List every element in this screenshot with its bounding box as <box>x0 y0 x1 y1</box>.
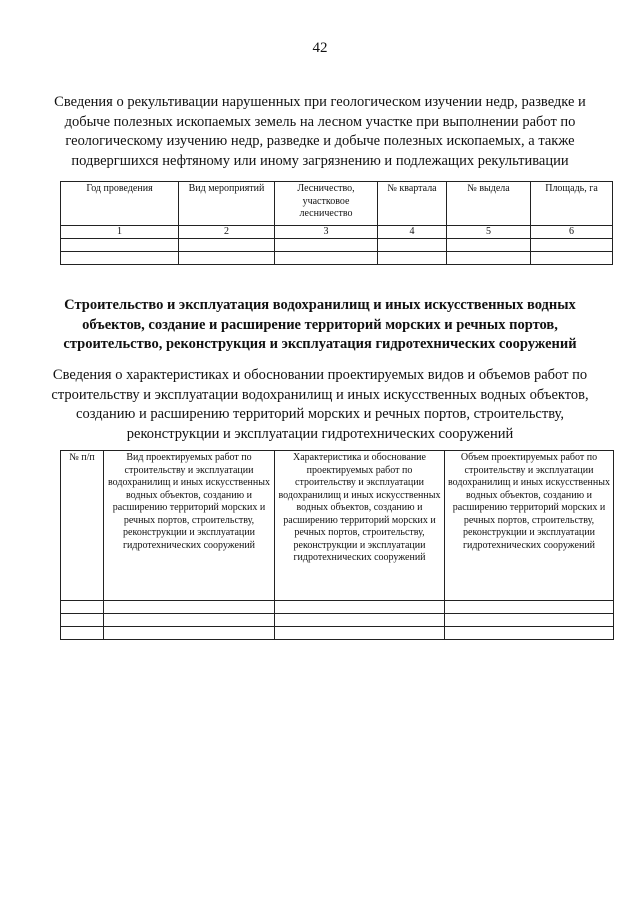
table-cell <box>445 614 614 627</box>
table-header-row <box>61 182 613 226</box>
table-cell <box>104 601 275 614</box>
table-cell <box>531 239 613 252</box>
table-cell <box>275 601 445 614</box>
table-cell <box>378 252 447 265</box>
column-header: Лесничество, участковое лесничество <box>275 182 378 226</box>
table-row <box>61 614 614 627</box>
column-number: 2 <box>179 226 275 239</box>
table-row <box>61 252 613 265</box>
table-cell <box>179 252 275 265</box>
column-number: 1 <box>61 226 179 239</box>
column-number: 4 <box>378 226 447 239</box>
table-header-row <box>61 451 614 601</box>
column-number: 5 <box>447 226 531 239</box>
table-cell <box>445 601 614 614</box>
column-number: 3 <box>275 226 378 239</box>
column-header: Характеристика и обоснование проектируемых работ по строительству и эксплуатации водохранилищ и иных искусственных водных объектов, созданию и расширению территорий морских и речных портов, строительству, реконструкции и эксплуатации гидротехнических сооружений <box>275 451 445 601</box>
column-header: № выдела <box>447 182 531 226</box>
column-header: Вид мероприятий <box>179 182 275 226</box>
table-cell <box>378 239 447 252</box>
table-cell <box>447 252 531 265</box>
table-cell <box>61 614 104 627</box>
column-header: Объем проектируемых работ по строительству и эксплуатации водохранилищ и иных искусственных водных объектов, созданию и расширению территорий морских и речных портов, строительству, реконструкции и эксплуатации гидротехнических сооружений <box>445 451 614 601</box>
column-number-row <box>61 226 613 239</box>
column-header: Вид проектируемых работ по строительству и эксплуатации водохранилищ и иных искусственных водных объектов, созданию и расширению территорий морских и речных портов, строительству, реконструкции и эксплуатации гидротехнических сооружений <box>104 451 275 601</box>
table-cell <box>61 601 104 614</box>
reclamation-table <box>60 181 613 265</box>
table-cell <box>61 239 179 252</box>
column-header: № п/п <box>61 451 104 601</box>
table-cell <box>275 614 445 627</box>
table-cell <box>275 252 378 265</box>
column-header: Год проведения <box>61 182 179 226</box>
table-cell <box>104 614 275 627</box>
table-row <box>61 239 613 252</box>
section2-heading: Сведения о характеристиках и обосновании проектируемых видов и объемов работ по строительству и эксплуатации водохранилищ и иных искусственных водных объектов, созданию и расширению территорий морских и речных портов, строительству, реконструкции и эксплуатации гидротехнических сооружений <box>51 367 589 442</box>
table-cell <box>531 252 613 265</box>
table-cell <box>275 239 378 252</box>
table-cell <box>104 627 275 640</box>
page-number: 42 <box>312 40 328 56</box>
column-header: Площадь, га <box>531 182 613 226</box>
table-cell <box>61 252 179 265</box>
column-number: 6 <box>531 226 613 239</box>
table-cell <box>61 627 104 640</box>
table-row <box>61 601 614 614</box>
section2-title: Строительство и эксплуатация водохранилищ и иных искусственных водных объектов, создание и расширение территорий морских и речных портов, строительство, реконструкция и эксплуатация гидротехнических сооружений <box>63 297 577 352</box>
table-cell <box>179 239 275 252</box>
hydro-works-table <box>60 450 614 640</box>
table-row <box>61 627 614 640</box>
table-cell <box>275 627 445 640</box>
column-header: № квартала <box>378 182 447 226</box>
table-cell <box>445 627 614 640</box>
table-cell <box>447 239 531 252</box>
section1-heading: Сведения о рекультивации нарушенных при геологическом изучении недр, разведке и добыче полезных ископаемых земель на лесном участке при выполнении работ по геологическому изучению недр, разведке и добыче полезных ископаемых, а также подвергшихся нефтяному или иному загрязнению и подлежащих рекультивации <box>54 94 586 169</box>
